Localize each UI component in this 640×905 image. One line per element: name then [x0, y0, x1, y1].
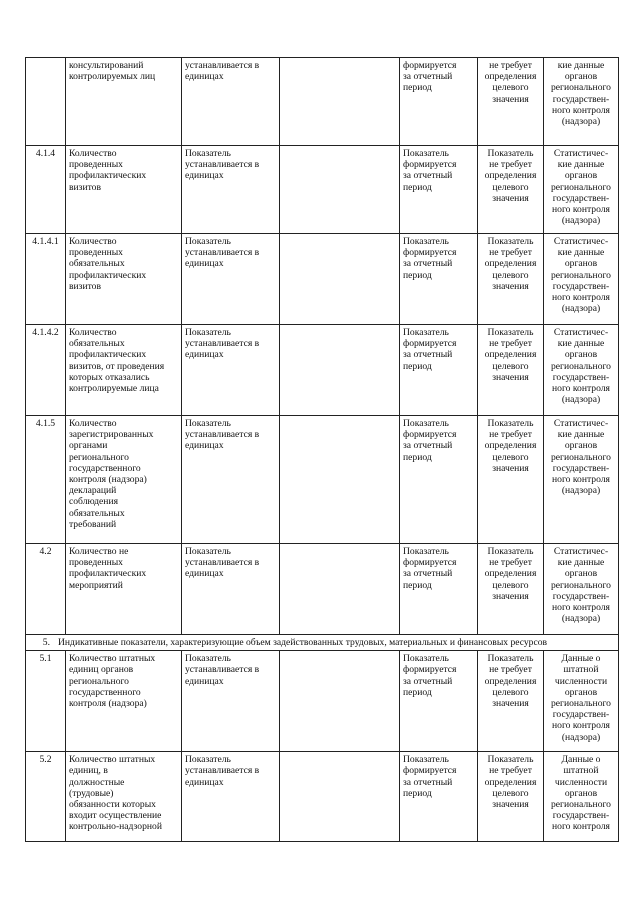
indicator-name-cell — [66, 544, 182, 635]
formula-cell — [280, 651, 400, 752]
period-text: Показатель формируется за отчетный период — [403, 754, 457, 799]
period-text: формируется за отчетный период — [403, 60, 457, 94]
source-text: Статистичес- кие данные органов регионального государствен- ного контроля (надзора) — [551, 236, 611, 315]
source-cell — [544, 416, 619, 544]
source-text: Статистичес- кие данные органов регионального государствен- ного контроля (надзора) — [551, 546, 611, 625]
formula-cell — [280, 544, 400, 635]
formula-cell — [280, 146, 400, 234]
row-number-cell — [26, 325, 66, 416]
table-row — [26, 146, 619, 234]
formula-cell — [280, 416, 400, 544]
unit-cell — [182, 58, 280, 146]
target-cell — [478, 651, 544, 752]
row-number-text: 5.2 — [39, 754, 52, 766]
period-cell — [400, 544, 478, 635]
target-cell — [478, 416, 544, 544]
target-text: Показатель не требует определения целевого значения — [484, 653, 537, 710]
period-cell — [400, 416, 478, 544]
period-text: Показатель формируется за отчетный период — [403, 546, 457, 591]
target-text: не требует определения целевого значения — [484, 60, 537, 105]
period-text: Показатель формируется за отчетный период — [403, 148, 457, 193]
period-cell — [400, 146, 478, 234]
source-cell — [544, 58, 619, 146]
indicators-table — [25, 57, 619, 842]
table-row — [26, 234, 619, 325]
indicator-name-text: Количество штатных единиц органов регионального государственного контроля (надзора) — [69, 653, 156, 710]
indicator-name-cell — [66, 58, 182, 146]
indicator-name-text: Количество обязательных профилактических визитов, от проведения которых отказались контролируемые лица — [69, 327, 165, 395]
indicator-name-text: Количество зарегистрированных органами регионального государственного контроля (надзора) деклараций соблюдения обязательных требований — [69, 418, 154, 530]
section-number: 5. — [42, 637, 50, 648]
unit-text: Показатель устанавливается в единицах — [185, 653, 260, 687]
row-number-text: 4.1.4.2 — [32, 327, 59, 338]
target-text: Показатель не требует определения целевого значения — [484, 236, 537, 292]
table-row — [26, 58, 619, 146]
period-text: Показатель формируется за отчетный период — [403, 653, 457, 698]
source-cell — [544, 234, 619, 325]
target-cell — [478, 58, 544, 146]
unit-cell — [182, 416, 280, 544]
row-number-cell — [26, 234, 66, 325]
section-cell — [26, 635, 619, 651]
unit-text: Показатель устанавливается в единицах — [185, 148, 260, 182]
source-cell — [544, 651, 619, 752]
target-text: Показатель не требует определения целевого значения — [484, 327, 537, 383]
target-text: Показатель не требует определения целевого значения — [484, 418, 537, 474]
indicator-name-text: Количество проведенных обязательных профилактических визитов — [69, 236, 147, 292]
indicator-name-cell — [66, 234, 182, 325]
period-text: Показатель формируется за отчетный период — [403, 327, 457, 372]
source-text: Статистичес- кие данные органов регионального государствен- ного контроля (надзора) — [551, 327, 611, 406]
target-cell — [478, 544, 544, 635]
row-number-text: 4.1.5 — [35, 418, 56, 429]
unit-text: Показатель устанавливается в единицах — [185, 418, 260, 452]
row-number-cell — [26, 58, 66, 146]
table-row — [26, 416, 619, 544]
indicator-name-text: Количество проведенных профилактических визитов — [69, 148, 147, 193]
target-text: Показатель не требует определения целевого значения — [484, 546, 537, 602]
row-number-cell — [26, 544, 66, 635]
unit-text: Показатель устанавливается в единицах — [185, 236, 260, 270]
unit-cell — [182, 146, 280, 234]
row-number-cell — [26, 752, 66, 842]
indicator-name-cell — [66, 325, 182, 416]
target-text: Показатель не требует определения целевого значения — [484, 754, 537, 811]
source-cell — [544, 544, 619, 635]
row-number-cell — [26, 416, 66, 544]
indicator-name-cell — [66, 416, 182, 544]
period-cell — [400, 325, 478, 416]
source-text: кие данные органов регионального государствен- ного контроля (надзора) — [551, 60, 611, 128]
indicator-name-text: Количество не проведенных профилактических мероприятий — [69, 546, 147, 591]
target-cell — [478, 234, 544, 325]
unit-cell — [182, 544, 280, 635]
unit-text: Показатель устанавливается в единицах — [185, 546, 260, 580]
source-text: Данные о штатной численности органов регионального государствен- ного контроля — [551, 754, 611, 833]
row-number-text: 4.1.4.1 — [32, 236, 59, 247]
period-cell — [400, 58, 478, 146]
unit-text: Показатель устанавливается в единицах — [185, 754, 260, 788]
table-row — [26, 544, 619, 635]
formula-cell — [280, 325, 400, 416]
unit-text: Показатель устанавливается в единицах — [185, 327, 260, 361]
source-cell — [544, 325, 619, 416]
formula-cell — [280, 58, 400, 146]
indicator-name-text: Количество штатных единиц, в должностные (трудовые) обязанности которых входит осуществление контрольно-надзорной — [69, 754, 162, 833]
table-row — [26, 651, 619, 752]
indicator-name-cell — [66, 651, 182, 752]
table-row — [26, 325, 619, 416]
source-cell — [544, 752, 619, 842]
target-cell — [478, 752, 544, 842]
row-number-text: 4.2 — [39, 546, 52, 557]
indicator-name-text: консультирований контролируемых лиц — [69, 60, 156, 83]
section-title: Индикативные показатели, характеризующие объем задействованных трудовых, материальных и финансовых ресурсов — [58, 637, 548, 648]
period-text: Показатель формируется за отчетный период — [403, 236, 457, 281]
row-number-cell — [26, 651, 66, 752]
row-number-text: 4.1.4 — [35, 148, 56, 159]
source-cell — [544, 146, 619, 234]
period-cell — [400, 752, 478, 842]
formula-cell — [280, 234, 400, 325]
source-text: Статистичес- кие данные органов регионального государствен- ного контроля (надзора) — [551, 418, 611, 497]
row-number-cell — [26, 146, 66, 234]
indicator-name-cell — [66, 752, 182, 842]
unit-text: устанавливается в единицах — [185, 60, 260, 83]
source-text: Статистичес- кие данные органов регионального государствен- ного контроля (надзора) — [551, 148, 611, 227]
period-cell — [400, 234, 478, 325]
target-cell — [478, 325, 544, 416]
section-row — [26, 635, 619, 651]
table-row — [26, 752, 619, 842]
target-cell — [478, 146, 544, 234]
period-text: Показатель формируется за отчетный период — [403, 418, 457, 463]
indicator-name-cell — [66, 146, 182, 234]
formula-cell — [280, 752, 400, 842]
unit-cell — [182, 752, 280, 842]
target-text: Показатель не требует определения целевого значения — [484, 148, 537, 204]
row-number-text: 5.1 — [39, 653, 52, 665]
source-text: Данные о штатной численности органов регионального государствен- ного контроля (надзора) — [551, 653, 611, 743]
unit-cell — [182, 325, 280, 416]
period-cell — [400, 651, 478, 752]
unit-cell — [182, 234, 280, 325]
unit-cell — [182, 651, 280, 752]
